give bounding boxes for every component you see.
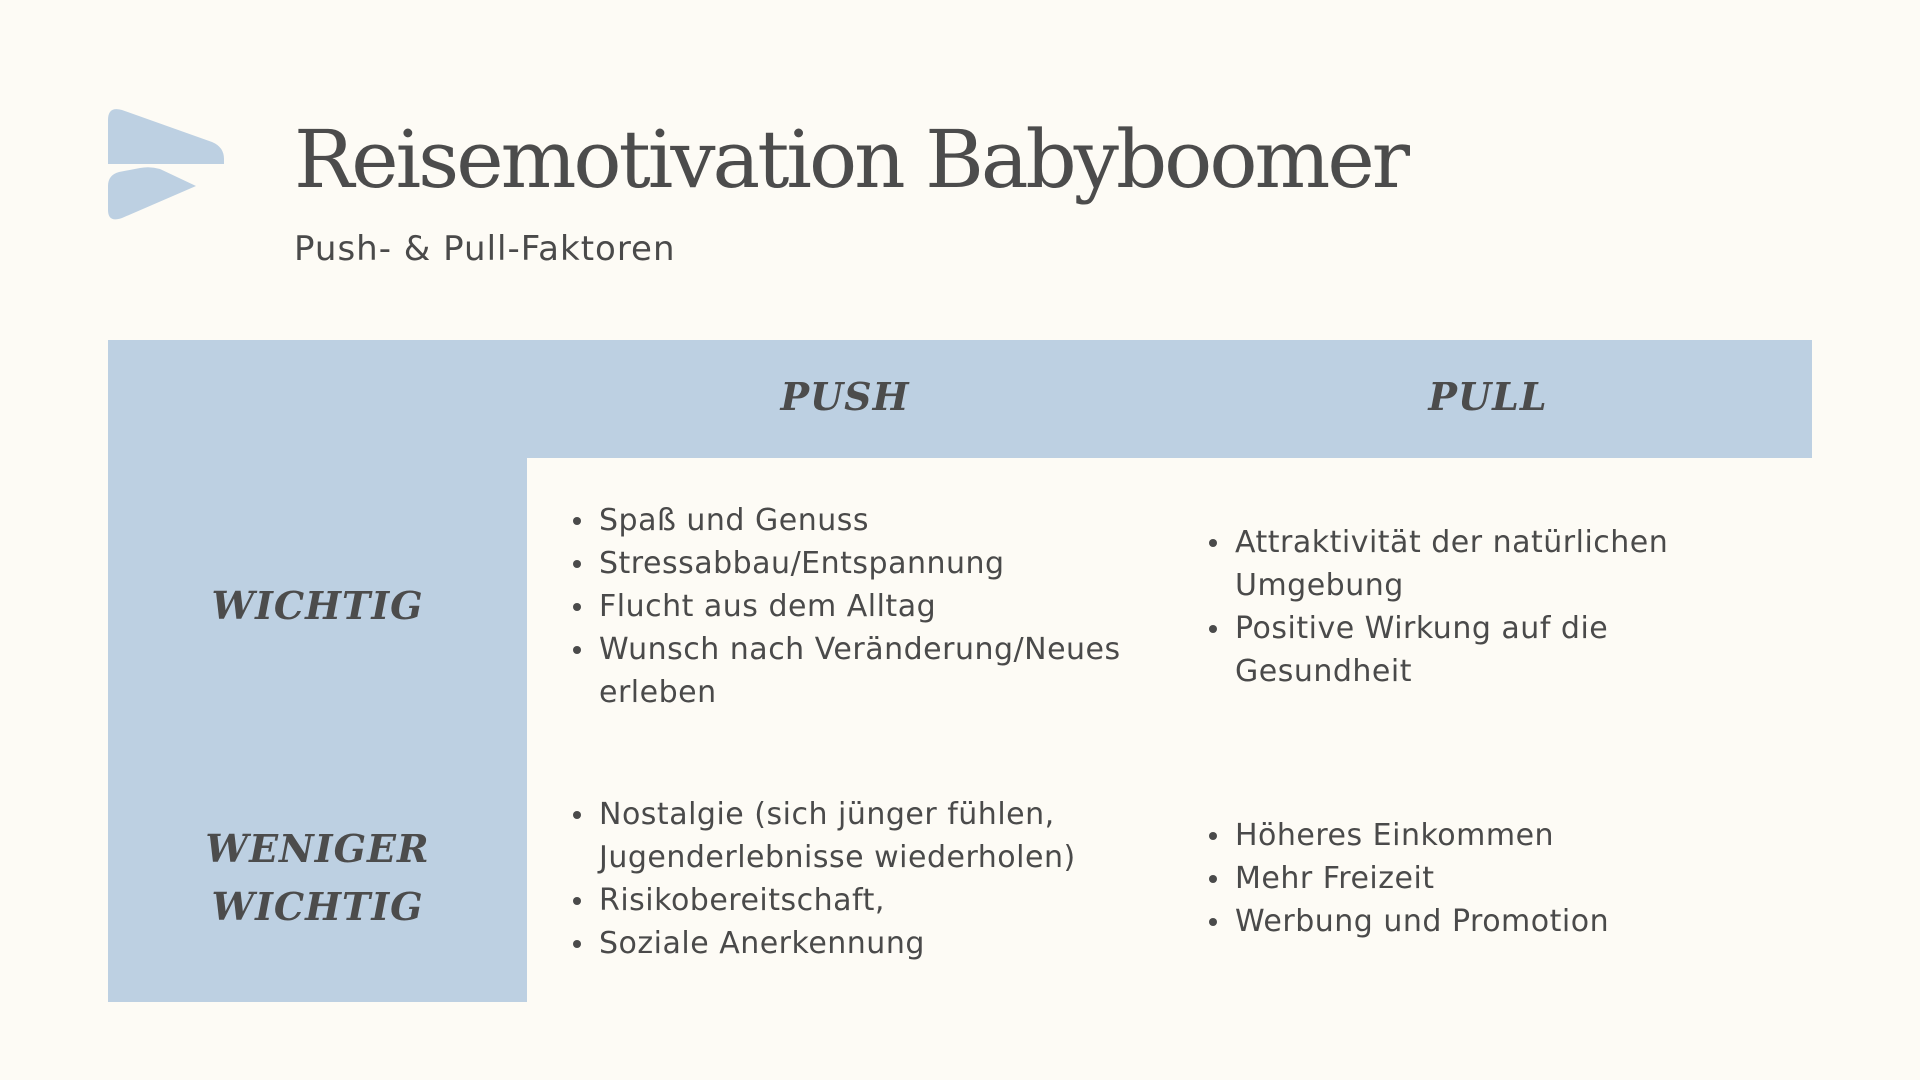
list-item: Flucht aus dem Alltag	[568, 585, 1128, 628]
column-header-pull: PULL	[1428, 374, 1548, 419]
list-item: Spaß und Genuss	[568, 499, 1128, 542]
push-list-weniger-wichtig	[568, 793, 1128, 965]
list-item: Wunsch nach Veränderung/Neues erleben	[568, 628, 1128, 714]
list-item: Nostalgie (sich jünger fühlen, Jugenderlebnisse wiederholen)	[568, 793, 1128, 879]
list-item: Risikobereitschaft,	[568, 879, 1128, 922]
list-item: Stressabbau/Entspannung	[568, 542, 1128, 585]
push-list-wichtig	[568, 499, 1128, 714]
list-item: Mehr Freizeit	[1204, 857, 1764, 900]
row-label-line: WICHTIG	[211, 583, 424, 628]
page-title: Reisemotivation Babyboomer	[294, 113, 1407, 206]
row-label-wichtig	[108, 577, 527, 635]
chevron-arrow-icon	[108, 106, 224, 222]
list-item: Werbung und Promotion	[1204, 900, 1764, 943]
list-item: Attraktivität der natürlichen Umgebung	[1204, 521, 1764, 607]
list-item: Höheres Einkommen	[1204, 814, 1764, 857]
row-label-line: WENIGER	[205, 826, 430, 871]
list-item: Soziale Anerkennung	[568, 922, 1128, 965]
list-item: Positive Wirkung auf die Gesundheit	[1204, 607, 1764, 693]
row-label-weniger-wichtig	[108, 820, 527, 936]
page-subtitle: Push- & Pull-Faktoren	[294, 229, 676, 269]
column-header-push: PUSH	[780, 374, 910, 419]
pull-list-wichtig	[1204, 521, 1764, 693]
row-label-line: WICHTIG	[211, 884, 424, 929]
pull-list-weniger-wichtig	[1204, 814, 1764, 943]
